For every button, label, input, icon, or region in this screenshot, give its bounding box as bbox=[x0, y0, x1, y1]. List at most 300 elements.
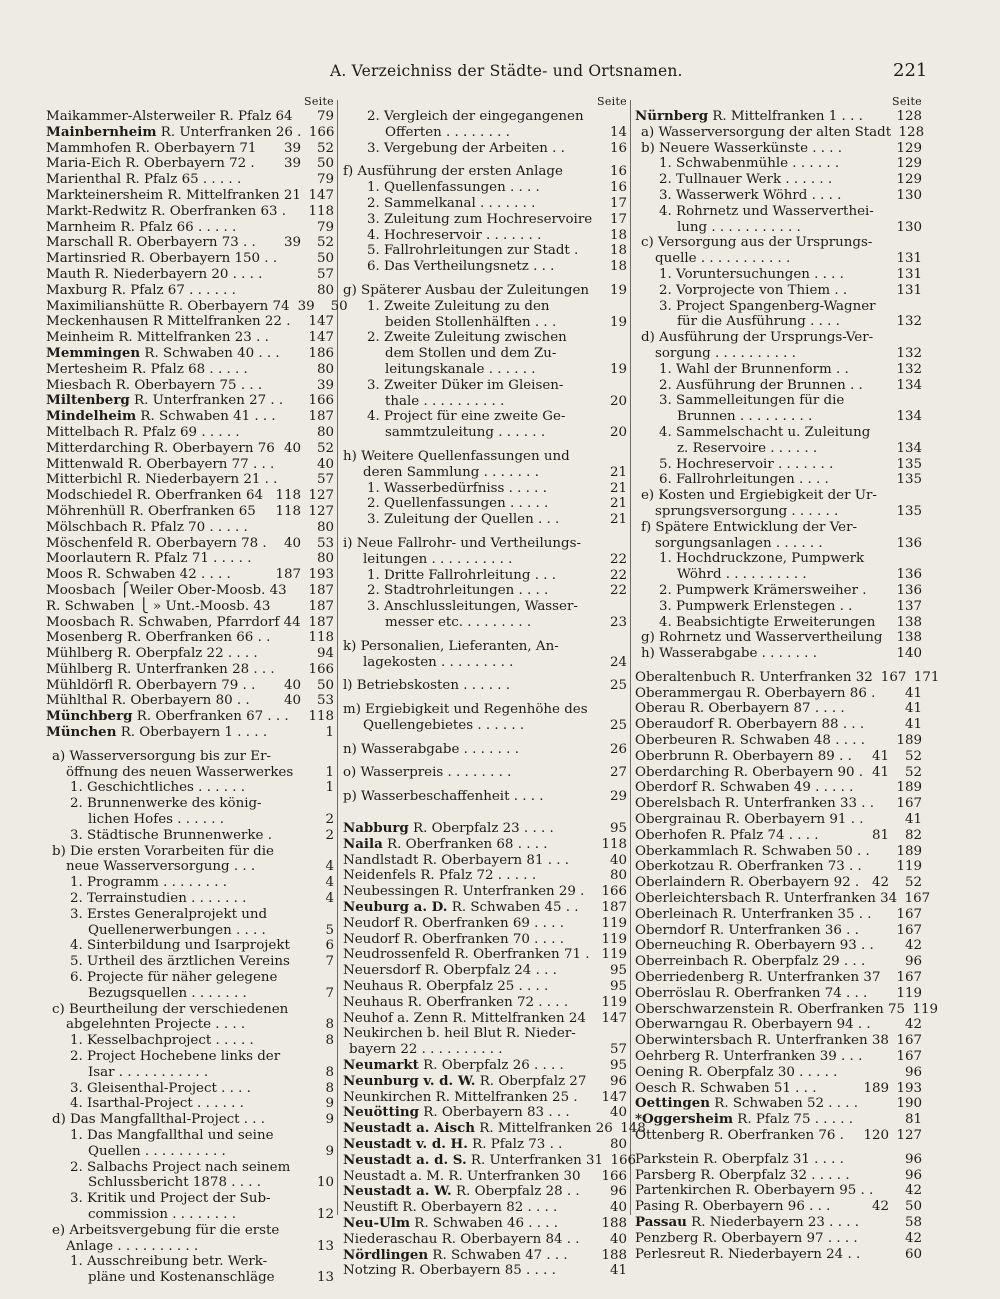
index-entry bbox=[343, 1090, 627, 1106]
index-entry bbox=[343, 853, 627, 869]
index-entry bbox=[46, 283, 334, 299]
index-entry bbox=[343, 228, 627, 244]
index-entry bbox=[46, 251, 334, 267]
entry-text: Neustadt v. d. H. R. Pfalz 73 . . bbox=[343, 1136, 563, 1153]
index-entry bbox=[635, 733, 922, 749]
entry-page: 2 bbox=[325, 812, 334, 828]
index-entry bbox=[635, 891, 931, 907]
entry-text: Oberdorf R. Schwaben 49 . . . . . bbox=[635, 780, 854, 796]
index-entry bbox=[46, 457, 334, 473]
index-entry bbox=[46, 662, 334, 678]
entry-page: 166 bbox=[308, 393, 334, 409]
entry-page: 40 bbox=[316, 456, 334, 472]
entry-text: lung . . . . . . . . . . . bbox=[677, 219, 801, 235]
entry-page: 134 bbox=[896, 409, 922, 425]
entry-gap bbox=[343, 528, 627, 536]
index-entry bbox=[635, 1215, 922, 1231]
entry-name-bold: Nabburg bbox=[343, 820, 409, 837]
index-entry bbox=[343, 718, 627, 734]
index-entry bbox=[635, 749, 922, 765]
index-entry bbox=[46, 551, 334, 567]
entry-name-bold: Neuötting bbox=[343, 1104, 419, 1121]
index-entry bbox=[635, 765, 922, 781]
entry-page: 128 bbox=[896, 109, 922, 124]
index-entry bbox=[635, 583, 922, 599]
entry-text: Oberlaindern R. Oberbayern 92 . bbox=[635, 875, 860, 891]
entry-text: o) Wasserpreis . . . . . . . . bbox=[343, 765, 512, 781]
index-entry bbox=[343, 583, 627, 599]
entry-gap bbox=[635, 1144, 922, 1152]
entry-text: 1. Zweite Zuleitung zu den bbox=[367, 298, 550, 314]
index-entry bbox=[46, 812, 334, 828]
page-header bbox=[0, 60, 1000, 86]
entry-page: 1 bbox=[325, 780, 334, 796]
entry-text: m) Ergiebigkeit und Regenhöhe des bbox=[343, 702, 588, 718]
index-entry bbox=[343, 1011, 627, 1027]
entry-page: 95 bbox=[609, 821, 627, 837]
entry-page-secondary: 40 bbox=[283, 440, 301, 456]
index-entry bbox=[343, 947, 627, 963]
index-entry bbox=[343, 884, 627, 900]
entry-page-secondary: 39 bbox=[283, 140, 301, 156]
index-entry bbox=[46, 204, 334, 220]
index-entry bbox=[46, 488, 334, 504]
entry-page: 132 bbox=[896, 361, 922, 377]
index-entry bbox=[635, 425, 922, 441]
entry-text: Mitterdarching R. Oberbayern 76 bbox=[46, 440, 275, 456]
index-entry bbox=[343, 299, 627, 315]
index-entry bbox=[635, 1247, 922, 1263]
entry-text: Mammhofen R. Oberbayern 71 bbox=[46, 140, 257, 156]
entry-text: Oberaudorf R. Oberbayern 88 . . . bbox=[635, 717, 865, 733]
index-entry bbox=[635, 124, 925, 141]
entry-page: 19 bbox=[609, 314, 627, 330]
entry-text: Martinsried R. Oberbayern 150 . . bbox=[46, 251, 278, 267]
entry-page-secondary: 41 bbox=[871, 748, 889, 764]
index-entry bbox=[343, 702, 627, 718]
index-entry bbox=[635, 1231, 922, 1247]
entry-page: 1 bbox=[325, 764, 334, 780]
entry-page: 134 bbox=[896, 377, 922, 393]
entry-page: 129 bbox=[896, 156, 922, 172]
entry-page: 127 bbox=[896, 1128, 922, 1143]
entry-text: Ottenberg R. Oberfranken 76 . bbox=[635, 1128, 844, 1143]
entry-page: 16 bbox=[609, 180, 627, 196]
index-entry bbox=[343, 243, 627, 259]
entry-page: 166 bbox=[610, 1152, 637, 1168]
index-entry bbox=[343, 1151, 637, 1169]
entry-page: 189 bbox=[896, 733, 922, 749]
entry-page-secondary: 40 bbox=[283, 677, 301, 693]
index-entry bbox=[46, 567, 334, 583]
entry-page: 119 bbox=[601, 994, 627, 1010]
entry-page: 80 bbox=[316, 282, 334, 298]
entry-text: Maxburg R. Pfalz 67 . . . . . . bbox=[46, 282, 236, 298]
entry-text: 6. Fallrohrleitungen . . . . bbox=[659, 472, 829, 488]
entry-text: Mühlberg R. Unterfranken 28 . . . bbox=[46, 661, 275, 677]
index-entry bbox=[635, 188, 922, 204]
index-entry bbox=[343, 283, 627, 299]
entry-page: 9 bbox=[325, 1143, 334, 1159]
entry-gap bbox=[343, 757, 627, 765]
entry-page: 136 bbox=[896, 535, 922, 551]
index-entry bbox=[343, 481, 627, 497]
entry-page: 40 bbox=[609, 852, 627, 868]
entry-page: 132 bbox=[896, 345, 922, 361]
index-entry bbox=[343, 765, 627, 781]
entry-text: commission . . . . . . . . bbox=[88, 1206, 237, 1222]
entry-page: 94 bbox=[316, 646, 334, 662]
entry-page: 193 bbox=[308, 567, 334, 583]
entry-text: Nabburg R. Oberpfalz 23 . . . . bbox=[343, 820, 554, 837]
entry-text: Neidenfels R. Pfalz 72 . . . . . bbox=[343, 868, 537, 884]
index-entry bbox=[635, 156, 922, 172]
entry-text: 3. Städtische Brunnenwerke . bbox=[70, 827, 272, 843]
index-entry bbox=[46, 1065, 334, 1081]
entry-gap bbox=[343, 156, 627, 164]
entry-page: 26 bbox=[609, 741, 627, 757]
index-entry bbox=[46, 1160, 334, 1176]
entry-text: l) Betriebskosten . . . . . . bbox=[343, 678, 511, 694]
entry-text: 1. Das Mangfallthal und seine bbox=[70, 1128, 274, 1143]
entry-text: 3. Project Spangenberg-Wagner bbox=[659, 298, 876, 314]
entry-page: 167 bbox=[896, 922, 922, 938]
entry-page: 57 bbox=[316, 266, 334, 282]
entry-page: 41 bbox=[904, 812, 922, 828]
entry-page: 80 bbox=[316, 519, 334, 535]
entry-page: 52 bbox=[316, 440, 334, 456]
entry-page: 8 bbox=[325, 1017, 334, 1033]
entry-page: 22 bbox=[609, 583, 627, 599]
entry-text: deren Sammlung . . . . . . . bbox=[363, 464, 539, 480]
entry-text: Neuhaus R. Oberpfalz 25 . . . . bbox=[343, 979, 549, 995]
entry-page: 119 bbox=[896, 859, 922, 875]
entry-text: Niederaschau R. Oberbayern 84 . . bbox=[343, 1231, 580, 1247]
entry-text: 4. Project für eine zweite Ge- bbox=[367, 409, 566, 425]
index-entry bbox=[46, 583, 334, 599]
entry-page: 52 bbox=[904, 764, 922, 780]
entry-text: Nürnberg R. Mittelfranken 1 . . . bbox=[635, 108, 863, 124]
entry-text: z. Reservoire . . . . . . bbox=[677, 440, 818, 456]
entry-text: Oettingen R. Schwaben 52 . . . . bbox=[635, 1095, 859, 1112]
entry-page-secondary: 187 bbox=[275, 567, 301, 583]
index-entry bbox=[635, 314, 922, 330]
index-entry bbox=[635, 457, 922, 473]
index-entry bbox=[46, 907, 334, 923]
index-entry bbox=[46, 1002, 334, 1018]
index-entry bbox=[46, 109, 334, 125]
index-entry bbox=[343, 394, 627, 410]
entry-name-bold: Mainbernheim bbox=[46, 123, 157, 140]
entry-page: 52 bbox=[904, 875, 922, 891]
index-entry bbox=[635, 441, 922, 457]
entry-text: Neuötting R. Oberbayern 83 . . . bbox=[343, 1104, 570, 1121]
entry-page-secondary: 118 bbox=[275, 503, 301, 519]
entry-text: Naila R. Oberfranken 68 . . . . bbox=[343, 835, 548, 852]
entry-page-secondary: 167 bbox=[880, 669, 907, 685]
entry-page: 42 bbox=[904, 1017, 922, 1033]
index-entry bbox=[343, 742, 627, 758]
index-entry bbox=[343, 639, 627, 655]
index-entry bbox=[635, 717, 922, 733]
entry-text: 1. Wahl der Brunnenform . . bbox=[659, 361, 849, 377]
index-entry bbox=[343, 378, 627, 394]
entry-page: 130 bbox=[896, 219, 922, 235]
entry-text: Neustadt a. W. R. Oberpfalz 28 . . bbox=[343, 1183, 580, 1200]
index-column-1 bbox=[46, 95, 348, 1286]
entry-text: Neustift R. Oberbayern 82 . . . . bbox=[343, 1200, 558, 1216]
entry-page: 135 bbox=[896, 456, 922, 472]
entry-text: Memmingen R. Schwaben 40 . . . bbox=[46, 344, 280, 361]
entry-text: e) Kosten und Ergiebigkeit der Ur- bbox=[641, 488, 877, 504]
index-entry bbox=[46, 172, 334, 188]
index-entry bbox=[635, 330, 922, 346]
entry-text: Oberelsbach R. Unterfranken 33 . . bbox=[635, 796, 875, 812]
index-entry bbox=[635, 235, 922, 251]
entry-page: 8 bbox=[325, 1033, 334, 1049]
entry-text: 1. Wasserbedürfniss . . . . . bbox=[367, 480, 547, 496]
entry-text: Mertesheim R. Pfalz 68 . . . . . bbox=[46, 361, 248, 377]
entry-page: 138 bbox=[896, 614, 922, 630]
entry-text: h) Weitere Quellenfassungen und bbox=[343, 448, 570, 464]
entry-text: 3. Kritik und Project der Sub- bbox=[70, 1191, 271, 1207]
entry-text: Maria-Eich R. Oberbayern 72 . bbox=[46, 156, 255, 172]
entry-text: leitungskanale . . . . . . bbox=[385, 361, 536, 377]
entry-page: 119 bbox=[912, 1001, 939, 1017]
entry-page: 130 bbox=[896, 187, 922, 203]
entry-text: b) Neuere Wasserkünste . . . . bbox=[641, 140, 843, 156]
index-entry bbox=[46, 141, 334, 157]
entry-text: Mitterbichl R. Niederbayern 21 . . bbox=[46, 472, 278, 488]
entry-name-bold: *Oggersheim bbox=[635, 1111, 734, 1128]
entry-text: Moorlautern R. Pfalz 71 . . . . . bbox=[46, 551, 252, 567]
index-entry bbox=[635, 299, 922, 315]
entry-page: 53 bbox=[316, 693, 334, 709]
index-entry bbox=[343, 125, 627, 141]
entry-text: Moosbach R. Schwaben, Pfarrdorf 44 bbox=[46, 614, 301, 630]
entry-page: 39 bbox=[316, 377, 334, 393]
entry-text: 1. Voruntersuchungen . . . . bbox=[659, 266, 844, 282]
entry-gap bbox=[343, 441, 627, 449]
entry-page: 22 bbox=[609, 567, 627, 583]
entry-page-secondary: 41 bbox=[871, 764, 889, 780]
index-entry bbox=[635, 1128, 922, 1144]
entry-text: Oberleinach R. Unterfranken 35 . . bbox=[635, 906, 872, 922]
entry-page: 96 bbox=[609, 1184, 627, 1200]
entry-text: Parkstein R. Oberpfalz 31 . . . . bbox=[635, 1151, 844, 1167]
entry-text: 3. Anschlussleitungen, Wasser- bbox=[367, 599, 578, 615]
entry-page: 50 bbox=[330, 298, 348, 314]
entry-text: 1. Programm . . . . . . . . bbox=[70, 875, 227, 891]
entry-text: beiden Stollenhälften . . . bbox=[385, 314, 557, 330]
entry-text: Oberriedenberg R. Unterfranken 37 bbox=[635, 970, 881, 986]
entry-page: 166 bbox=[308, 124, 335, 140]
entry-text: Offerten . . . . . . . . bbox=[385, 124, 510, 140]
index-entry bbox=[343, 196, 627, 212]
entry-name-bold: Neunburg v. d. W. bbox=[343, 1072, 476, 1089]
index-entry bbox=[46, 378, 334, 394]
entry-text: Obergrainau R. Oberbayern 91 . . bbox=[635, 812, 864, 828]
index-entry bbox=[343, 180, 627, 196]
entry-text: 3. Zuleitung zum Hochreservoire bbox=[367, 211, 593, 227]
entry-page: 7 bbox=[325, 985, 334, 1001]
index-entry bbox=[46, 393, 334, 409]
entry-page: 1 bbox=[325, 725, 334, 741]
entry-page: 41 bbox=[609, 1263, 627, 1279]
entry-page: 42 bbox=[904, 938, 922, 954]
entry-text: 2. Sammelkanal . . . . . . . bbox=[367, 195, 536, 211]
entry-text: bayern 22 . . . . . . . . . . bbox=[349, 1042, 503, 1058]
entry-page: 18 bbox=[609, 243, 627, 259]
entry-text: 5. Fallrohrleitungen zur Stadt . bbox=[367, 243, 579, 259]
entry-text: thale . . . . . . . . . . bbox=[385, 393, 505, 409]
index-entry bbox=[635, 669, 940, 686]
index-entry bbox=[635, 615, 922, 631]
entry-text: Mühlthal R. Oberbayern 80 . . bbox=[46, 693, 250, 709]
index-entry bbox=[343, 837, 627, 853]
entry-page: 129 bbox=[896, 140, 922, 156]
entry-text: f) Spätere Entwicklung der Ver- bbox=[641, 519, 857, 535]
entry-text: Mainbernheim R. Unterfranken 26 . bbox=[46, 123, 302, 140]
entry-page: 60 bbox=[904, 1246, 922, 1262]
entry-text: a) Wasserversorgung der alten Stadt bbox=[641, 124, 892, 140]
entry-page: 119 bbox=[896, 985, 922, 1001]
entry-text: sammtzuleitung . . . . . . bbox=[385, 425, 546, 441]
index-entry bbox=[343, 599, 627, 615]
index-entry bbox=[343, 1232, 627, 1248]
index-entry bbox=[635, 796, 922, 812]
entry-text: Wöhrd . . . . . . . . . . bbox=[677, 567, 807, 583]
entry-gap bbox=[343, 631, 627, 639]
entry-text: Oberröslau R. Oberfranken 74 . . . bbox=[635, 985, 868, 1001]
entry-text: Mittelbach R. Pfalz 69 . . . . . bbox=[46, 424, 240, 440]
entry-name-bold: Neustadt a. Aisch bbox=[343, 1120, 476, 1137]
entry-text: Oberaltenbuch R. Unterfranken 32 bbox=[635, 669, 873, 685]
index-column-2 bbox=[343, 95, 646, 1279]
entry-page: 147 bbox=[601, 1089, 627, 1105]
entry-text: Neunburg v. d. W. R. Oberpfalz 27 bbox=[343, 1072, 587, 1089]
index-entry bbox=[635, 251, 922, 267]
entry-text: Oberwarngau R. Oberbayern 94 . . bbox=[635, 1017, 871, 1033]
entry-page: 189 bbox=[896, 780, 922, 796]
entry-page: 16 bbox=[609, 140, 627, 156]
index-entry bbox=[343, 1200, 627, 1216]
index-entry bbox=[46, 765, 334, 781]
index-entry bbox=[343, 409, 627, 425]
entry-text: Notzing R. Oberbayern 85 . . . . bbox=[343, 1263, 556, 1279]
index-entry bbox=[343, 425, 627, 441]
entry-page: 135 bbox=[896, 503, 922, 519]
entry-name-bold: Mindelheim bbox=[46, 408, 137, 425]
index-entry bbox=[343, 655, 627, 671]
entry-page: 96 bbox=[904, 1064, 922, 1080]
entry-gap bbox=[343, 781, 627, 789]
index-entry bbox=[635, 1017, 922, 1033]
entry-text: Quellen . . . . . . . . . . bbox=[88, 1143, 226, 1159]
entry-page: 21 bbox=[609, 464, 627, 480]
entry-page: 21 bbox=[609, 512, 627, 528]
entry-page: 148 bbox=[620, 1121, 646, 1137]
entry-text: 6. Das Vertheilungsnetz . . . bbox=[367, 259, 555, 275]
entry-text: Nördlingen R. Schwaben 47 . . . bbox=[343, 1246, 568, 1263]
entry-text: sorgungsanlagen . . . . . . bbox=[655, 535, 823, 551]
entry-text: Oberkotzau R. Oberfranken 73 . . bbox=[635, 859, 862, 875]
entry-text: Neustadt a. Aisch R. Mittelfranken 26 bbox=[343, 1120, 613, 1137]
index-entry bbox=[343, 496, 627, 512]
entry-page: 57 bbox=[316, 472, 334, 488]
index-entry bbox=[46, 409, 334, 425]
entry-page: 19 bbox=[609, 282, 627, 298]
entry-page: 16 bbox=[609, 164, 627, 180]
index-entry bbox=[343, 821, 627, 837]
index-entry bbox=[635, 844, 922, 860]
entry-page-secondary: 118 bbox=[275, 488, 301, 504]
index-entry bbox=[635, 938, 922, 954]
entry-text: a) Wasserversorgung bis zur Er- bbox=[52, 748, 272, 764]
entry-page: 193 bbox=[896, 1080, 922, 1096]
entry-text: Oberschwarzenstein R. Oberfranken 75 bbox=[635, 1001, 906, 1017]
entry-text: 4. Isarthal-Project . . . . . . bbox=[70, 1096, 244, 1112]
entry-page: 186 bbox=[308, 345, 334, 361]
index-entry bbox=[635, 1152, 922, 1168]
entry-name-bold: Passau bbox=[635, 1213, 687, 1230]
entry-text: Moos R. Schwaben 42 . . . . bbox=[46, 567, 231, 583]
entry-page: 118 bbox=[308, 203, 334, 219]
index-entry bbox=[46, 298, 348, 315]
entry-text: 4. Beabsichtigte Erweiterungen bbox=[659, 614, 876, 630]
entry-text: 2. Vorprojecte von Thiem . . bbox=[659, 282, 848, 298]
entry-page: 129 bbox=[896, 172, 922, 188]
entry-page: 29 bbox=[609, 789, 627, 805]
entry-text: 3. Gleisenthal-Project . . . . bbox=[70, 1080, 251, 1096]
entry-text: 2. Terrainstudien . . . . . . . bbox=[70, 891, 247, 907]
entry-text: Neu-Ulm R. Schwaben 46 . . . . bbox=[343, 1215, 559, 1231]
entry-text: Neubessingen R. Unterfranken 29 . bbox=[343, 884, 585, 900]
entry-text: Mauth R. Niederbayern 20 . . . . bbox=[46, 266, 263, 282]
entry-page: 127 bbox=[308, 488, 334, 504]
index-entry bbox=[46, 725, 334, 741]
entry-text: Mühlberg R. Oberpfalz 22 . . . . bbox=[46, 646, 258, 662]
entry-page: 135 bbox=[896, 472, 922, 488]
entry-page: 167 bbox=[896, 906, 922, 922]
entry-page: 147 bbox=[308, 187, 334, 203]
entry-text: Oberdarching R. Oberbayern 90 . bbox=[635, 764, 864, 780]
index-entry bbox=[635, 986, 922, 1002]
entry-text: c) Beurtheilung der verschiedenen bbox=[52, 1001, 289, 1017]
index-entry bbox=[635, 954, 922, 970]
index-entry bbox=[46, 504, 334, 520]
index-entry bbox=[635, 488, 922, 504]
entry-text: *Oggersheim R. Pfalz 75 . . . . . bbox=[635, 1111, 854, 1128]
seite-label: Seite bbox=[892, 95, 922, 108]
entry-text: Neudrossenfeld R. Oberfranken 71 . bbox=[343, 947, 590, 963]
entry-name-bold: Nürnberg bbox=[635, 108, 709, 124]
index-entry bbox=[343, 1248, 627, 1264]
entry-text: d) Ausführung der Ursprungs-Ver- bbox=[641, 330, 874, 346]
entry-page: 27 bbox=[609, 765, 627, 781]
index-entry bbox=[635, 1001, 939, 1018]
index-entry bbox=[343, 900, 627, 916]
index-entry bbox=[46, 1175, 334, 1191]
entry-text: R. Schwaben ⎩ » Unt.-Moosb. 43 bbox=[46, 598, 271, 614]
entry-text: 3. Erstes Generalprojekt und bbox=[70, 906, 268, 922]
index-entry bbox=[46, 954, 334, 970]
index-entry bbox=[635, 567, 922, 583]
index-entry bbox=[343, 1263, 627, 1279]
entry-text: Passau R. Niederbayern 23 . . . . bbox=[635, 1213, 859, 1230]
index-entry bbox=[46, 1191, 334, 1207]
entry-text: Isar . . . . . . . . . . . bbox=[88, 1064, 209, 1080]
